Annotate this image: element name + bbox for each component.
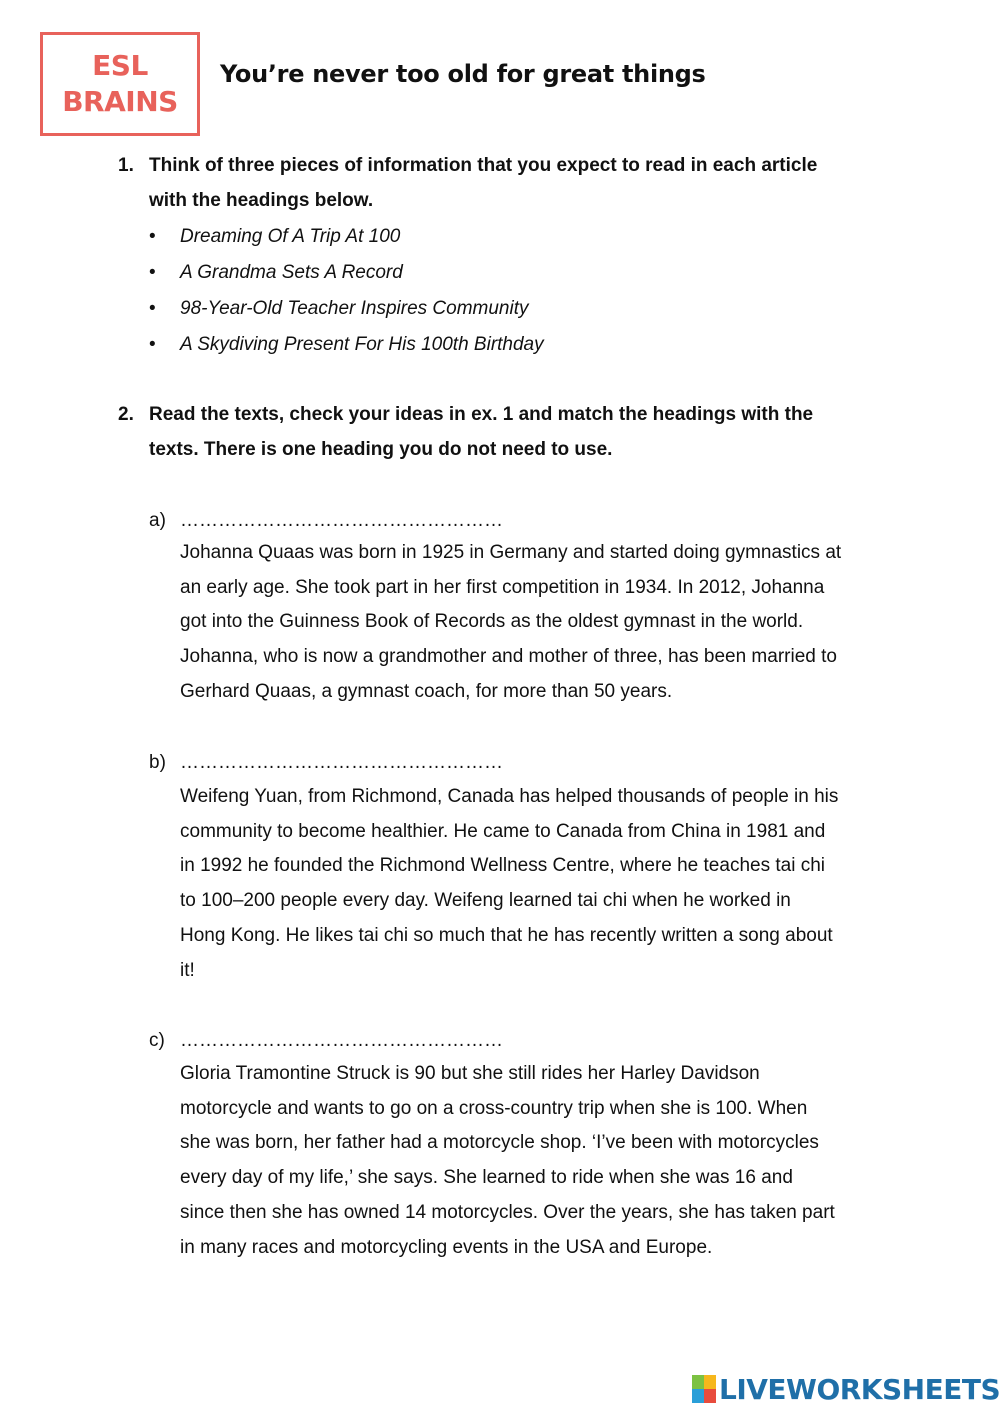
heading-item xyxy=(149,219,544,255)
text-line: got into the Guinness Book of Records as the oldest gymnast in the world. xyxy=(180,611,804,633)
text-line: to 100–200 people every day. Weifeng learned tai chi when he worked in xyxy=(180,890,791,912)
heading-item xyxy=(149,255,544,291)
heading-item xyxy=(149,327,544,363)
exercise-2-instruction-line: Read the texts, check your ideas in ex. 1 and match the headings with the xyxy=(149,404,814,425)
esl-brains-logo xyxy=(40,32,200,136)
heading-text: A Skydiving Present For His 100th Birthday xyxy=(180,334,544,355)
text-line: Johanna Quaas was born in 1925 in Germany and started doing gymnastics at xyxy=(180,542,842,563)
text-line: she was born, her father had a motorcycle shop. ‘I’ve been with motorcycles xyxy=(180,1132,819,1154)
text-line: Johanna, who is now a grandmother and mother of three, has been married to xyxy=(180,646,837,668)
text-c-heading-blank[interactable]: …………………………………………… xyxy=(180,1030,503,1051)
text-line: Weifeng Yuan, from Richmond, Canada has helped thousands of people in his xyxy=(180,786,839,807)
bullet-icon: • xyxy=(149,226,156,247)
liveworksheets-logo-icon xyxy=(692,1375,716,1403)
exercise-1-instruction xyxy=(149,148,889,218)
logo-line-1: ESL xyxy=(92,49,148,82)
text-line: Hong Kong. He likes tai chi so much that he has recently written a song about xyxy=(180,924,833,946)
exercise-2-number: 2. xyxy=(118,404,134,425)
liveworksheets-text: LIVEWORKSHEETS xyxy=(719,1372,1000,1406)
heading-text: 98-Year-Old Teacher Inspires Community xyxy=(180,298,529,319)
bullet-icon: • xyxy=(149,298,156,319)
text-c-paragraph xyxy=(180,1057,892,1265)
heading-item xyxy=(149,291,544,327)
text-line: in many races and motorcycling events in the USA and Europe. xyxy=(180,1236,713,1258)
text-line: in 1992 he founded the Richmond Wellness Centre, where he teaches tai chi xyxy=(180,855,825,877)
text-a-heading-blank[interactable]: …………………………………………… xyxy=(180,510,503,531)
exercise-1-instruction-line: Think of three pieces of information that you expect to read in each article xyxy=(149,155,818,176)
heading-text: A Grandma Sets A Record xyxy=(180,262,403,283)
logo-line-2: BRAINS xyxy=(62,85,178,118)
exercise-1-number: 1. xyxy=(118,155,134,176)
text-b-heading-blank[interactable]: …………………………………………… xyxy=(180,752,503,773)
heading-text: Dreaming Of A Trip At 100 xyxy=(180,226,401,247)
text-line: Gerhard Quaas, a gymnast coach, for more than 50 years. xyxy=(180,680,673,702)
text-line: it! xyxy=(180,959,195,981)
text-c-letter: c) xyxy=(149,1030,165,1051)
text-line: since then she has owned 14 motorcycles. Over the years, she has taken part xyxy=(180,1201,835,1223)
text-b-letter: b) xyxy=(149,752,166,773)
bullet-icon: • xyxy=(149,334,156,355)
text-a-letter: a) xyxy=(149,510,166,531)
text-line: every day of my life,’ she says. She learned to ride when she was 16 and xyxy=(180,1167,793,1189)
exercise-2-instruction-line: texts. There is one heading you do not need to use. xyxy=(149,439,613,460)
exercise-2-instruction xyxy=(149,397,889,467)
text-line: motorcycle and wants to go on a cross-country trip when she is 100. When xyxy=(180,1097,808,1119)
text-line: community to become healthier. He came to Canada from China in 1981 and xyxy=(180,820,826,842)
headings-list xyxy=(149,219,544,363)
text-line: Gloria Tramontine Struck is 90 but she still rides her Harley Davidson xyxy=(180,1063,760,1084)
liveworksheets-brand xyxy=(692,1372,1000,1406)
bullet-icon: • xyxy=(149,262,156,283)
page-title: You’re never too old for great things xyxy=(220,60,706,88)
text-b-paragraph xyxy=(180,780,892,988)
text-line: an early age. She took part in her first competition in 1934. In 2012, Johanna xyxy=(180,576,825,598)
text-a-paragraph xyxy=(180,536,892,710)
exercise-1-instruction-line: with the headings below. xyxy=(149,190,374,211)
